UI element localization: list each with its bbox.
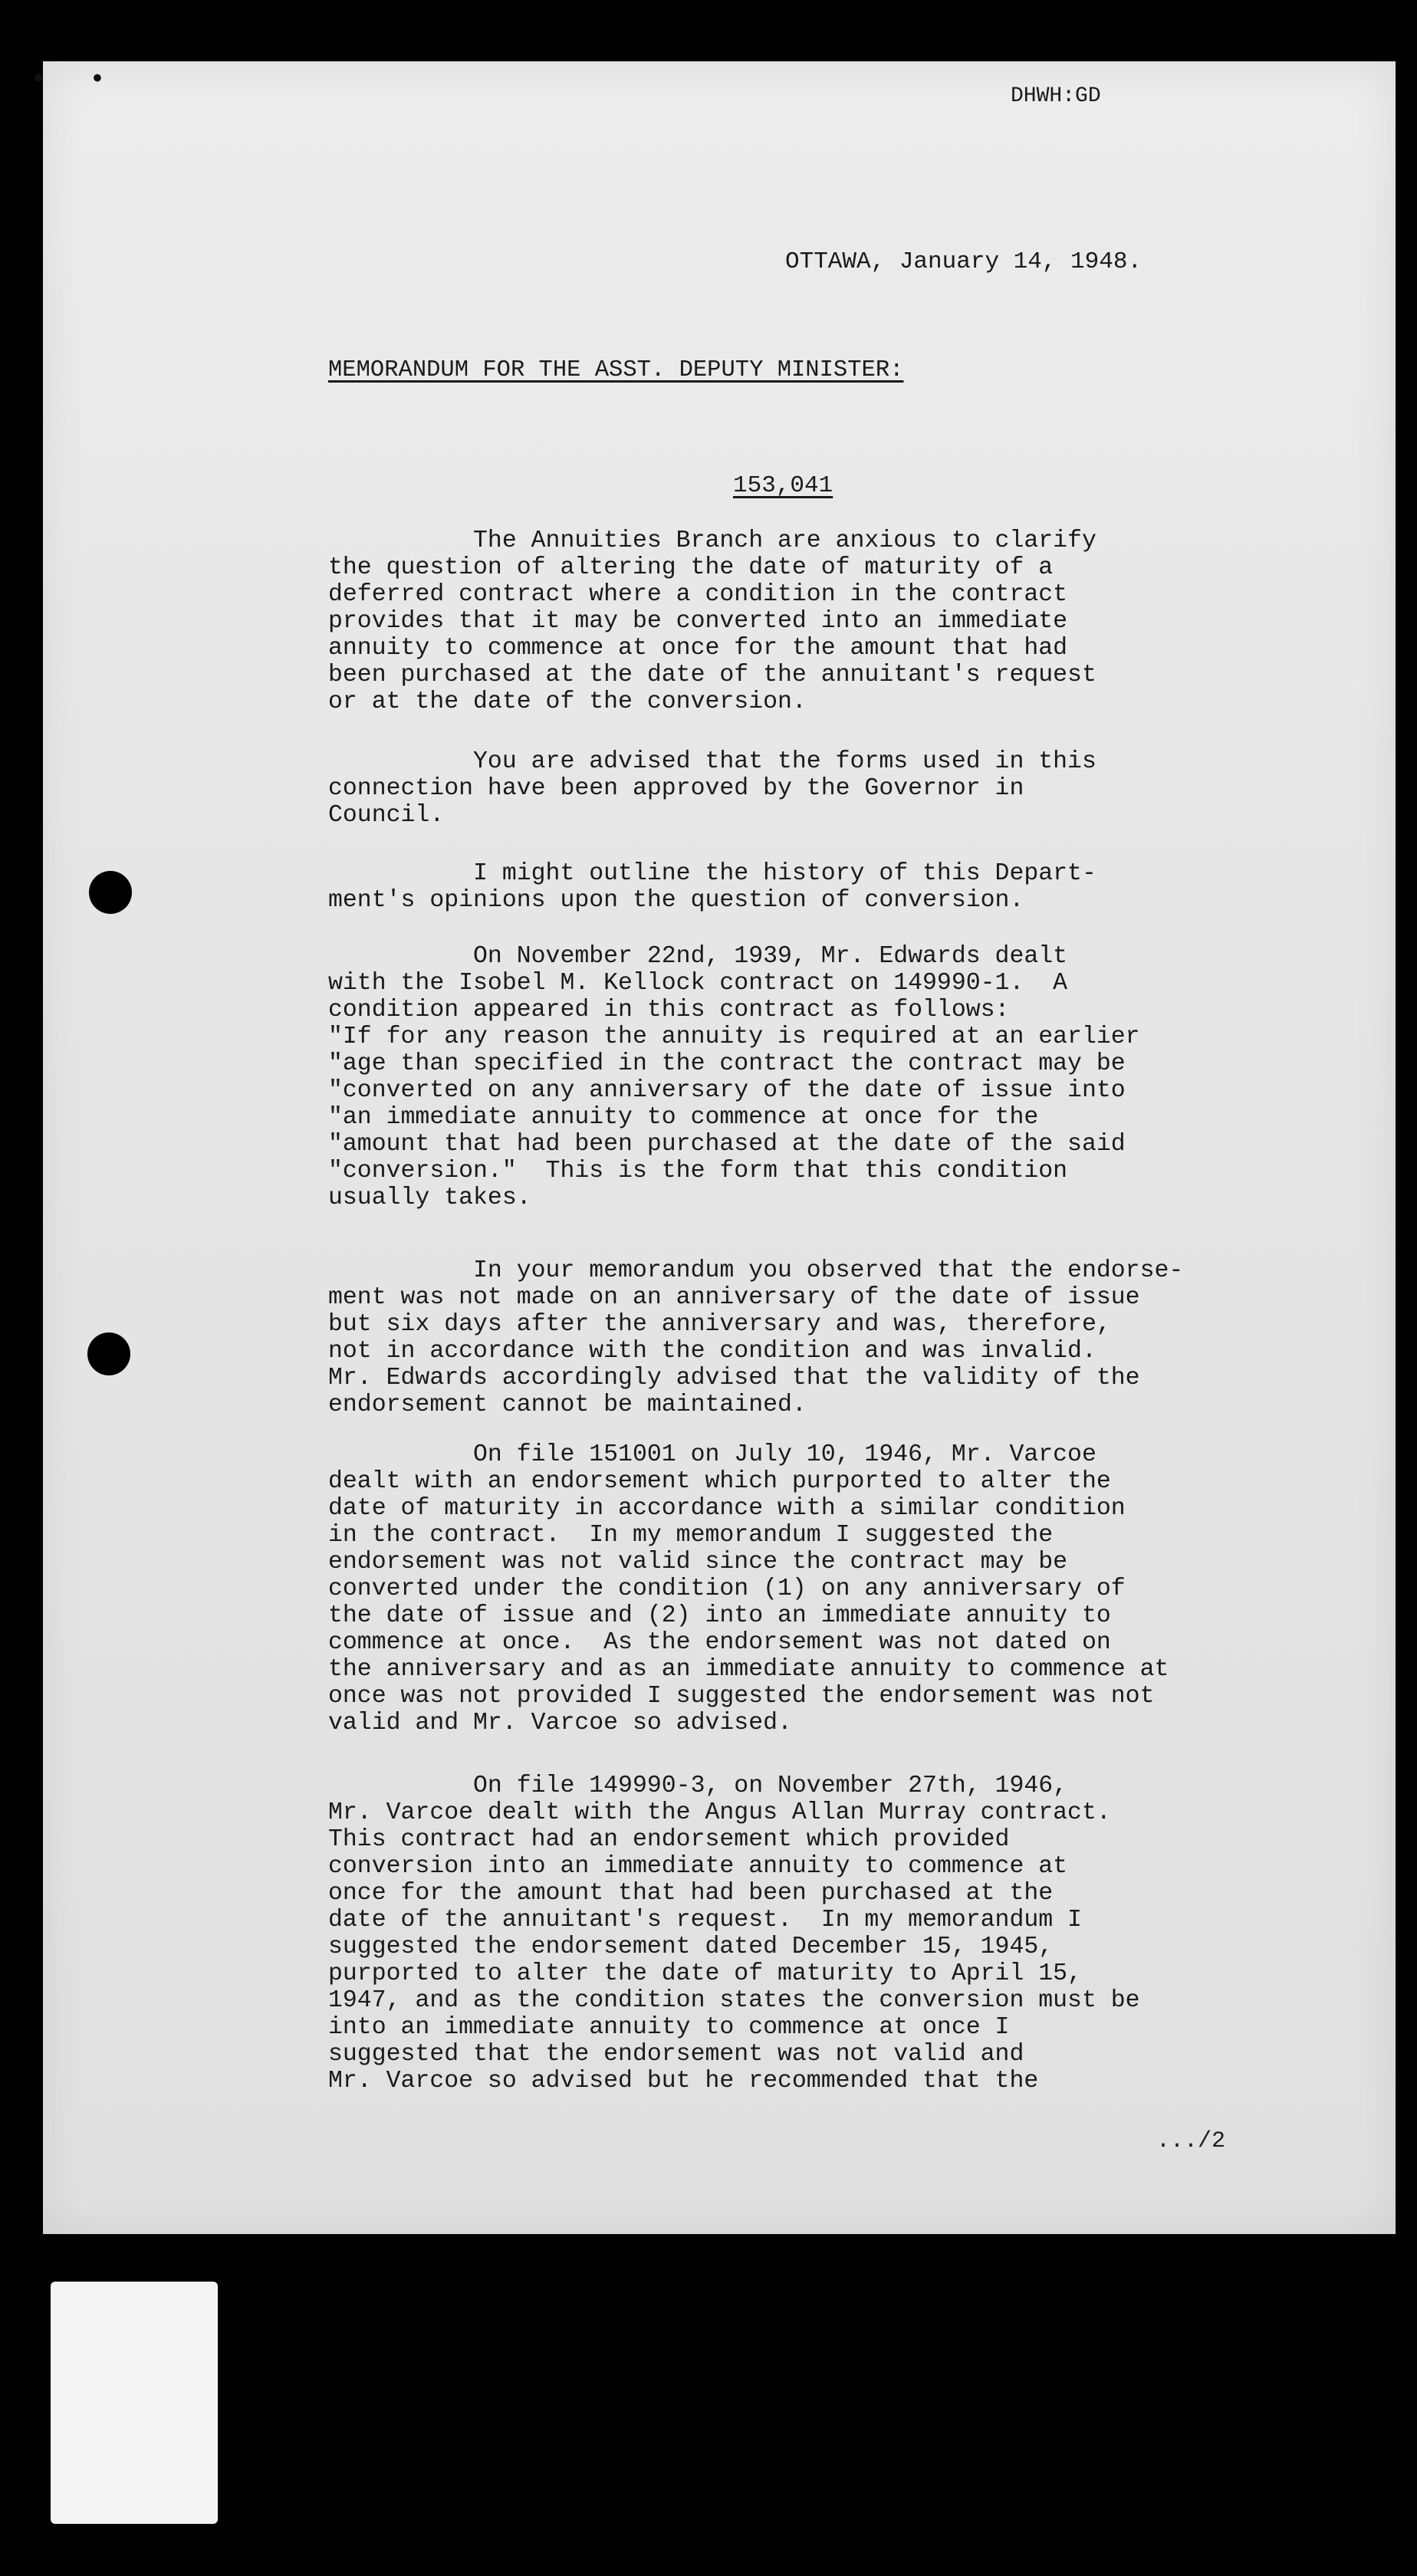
paragraph-6: On file 151001 on July 10, 1946, Mr. Varcoe dealt with an endorsement which purported to alter the date of maturity in accordance with a similar condition in the contract. In my memorandum I suggested the endorsement was not valid since the contract may be converted under the condition (1) on any anniversary of the date of issue and (2) into an immediate annuity to commence at once. As the endorsement was not dated on the anniversary and as an immediate annuity to commence at once was not provided I suggested the endorsement was not valid and Mr. Varcoe so advised. (328, 1441, 1169, 1737)
page-continuation: .../2 (1156, 2128, 1226, 2154)
paragraph-4: On November 22nd, 1939, Mr. Edwards dealt with the Isobel M. Kellock contract on 149990-1. A condition appeared in this contract as follows: "If for any reason the annuity is required at an earlier "age than specified in the contract the contract may be "converted on any anniversary of the date of issue into "an immediate annuity to commence at once for the "amount that had been purchased at the date of the said "conversion." This is the form that this condition usually takes. (328, 943, 1140, 1211)
punch-hole-upper (89, 871, 132, 914)
paragraph-5: In your memorandum you observed that the endorse- ment was not made on an anniversary of the date of issue but six days after the anniversary and was, therefore, not in accordance with the condition and was invalid. Mr. Edwards accordingly advised that the validity of the endorsement cannot be maintained. (328, 1257, 1184, 1418)
memo-heading: MEMORANDUM FOR THE ASST. DEPUTY MINISTER: (328, 357, 904, 383)
paragraph-1: The Annuities Branch are anxious to clarify the question of altering the date of maturity of a deferred contract where a condition in the contract provides that it may be converted into an immediate annuity to commence at once for the amount that had been purchased at the date of the annuitant's request or at the date of the conversion. (328, 527, 1096, 715)
dateline: OTTAWA, January 14, 1948. (785, 248, 1142, 275)
reference-initials: DHWH:GD (1011, 84, 1101, 108)
paragraph-2: You are advised that the forms used in this connection have been approved by the Governor in Council. (328, 748, 1096, 829)
blank-card (51, 2282, 218, 2524)
corner-marks: • • (31, 66, 120, 95)
paragraph-7: On file 149990-3, on November 27th, 1946, Mr. Varcoe dealt with the Angus Allan Murray contract. This contract had an endorsement which provided conversion into an immediate annuity to commence at once for the amount that had been purchased at the date of the annuitant's request. In my memorandum I suggested the endorsement dated December 15, 1945, purported to alter the date of maturity to April 15, 1947, and as the condition states the conversion must be into an immediate annuity to commence at once I suggested that the endorsement was not valid and Mr. Varcoe so advised but he recommended that the (328, 1773, 1140, 2095)
paragraph-3: I might outline the history of this Depart- ment's opinions upon the question of conversion. (328, 860, 1096, 914)
punch-hole-lower (87, 1332, 130, 1375)
file-number: 153,041 (733, 472, 833, 499)
